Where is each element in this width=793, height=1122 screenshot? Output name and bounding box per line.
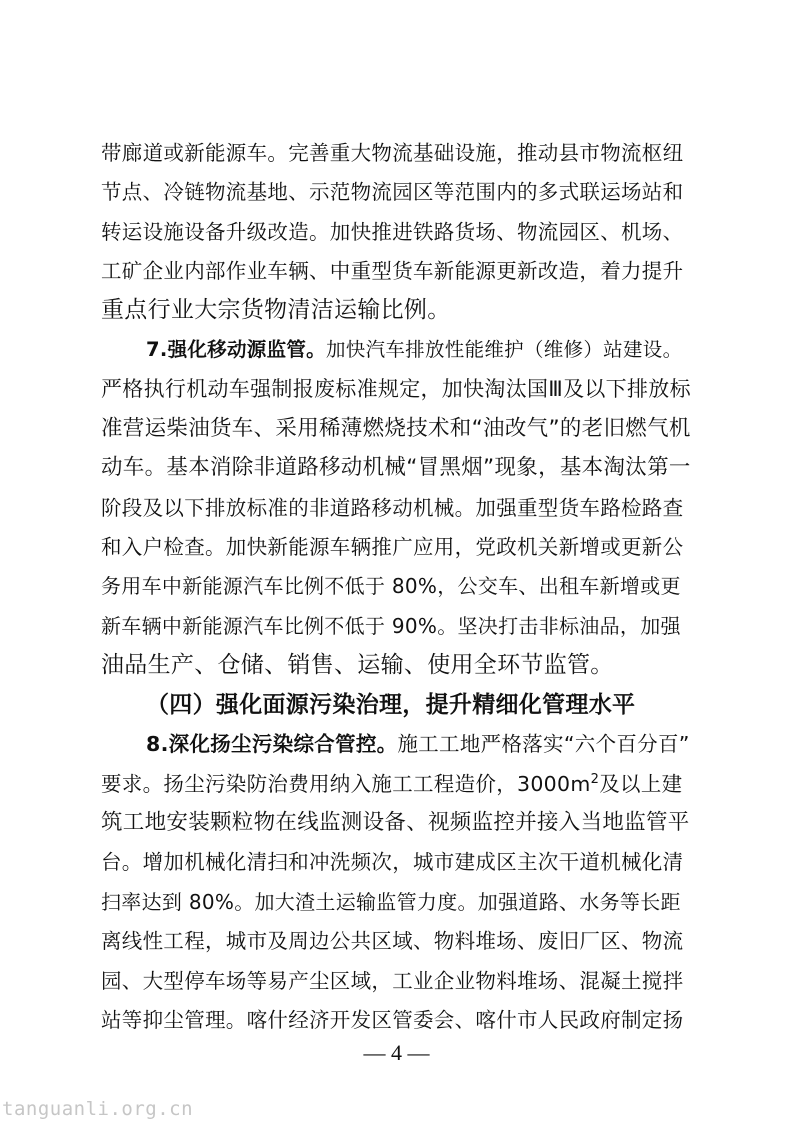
- body-text-line: 务用车中新能源汽车比例不低于 80%，公交车、出租车新增或更: [101, 574, 681, 598]
- body-text-line: 扫率达到 80%。加大渣土运输监管力度。加强道路、水务等长距: [101, 890, 681, 914]
- body-text-line: 园、大型停车场等易产尘区域，工业企业物料堆场、混凝土搅拌: [101, 969, 684, 993]
- body-text-line: 油品生产、仓储、销售、运输、使用全环节监管。: [101, 652, 614, 678]
- body-text-line: 新车辆中新能源汽车比例不低于 90%。坚决打击非标油品，加强: [101, 614, 681, 638]
- body-text-line: 站等抑尘管理。喀什经济开发区管委会、喀什市人民政府制定扬: [101, 1008, 684, 1032]
- body-text-line: 台。增加机械化清扫和冲洗频次，城市建成区主次干道机械化清: [101, 850, 684, 874]
- section-7-heading: 7.强化移动源监管。: [146, 338, 326, 361]
- body-text-segment: 要求。扬尘污染防治费用纳入施工工程造价，3000m: [101, 772, 591, 796]
- body-text-segment: 及以上建: [599, 772, 683, 796]
- section-4-heading: （四）强化面源污染治理，提升精细化管理水平: [146, 692, 636, 718]
- section-8-first-line: [146, 724, 693, 764]
- body-text-line: 离线性工程，城市及周边公共区域、物料堆场、废旧厂区、物流: [101, 929, 684, 953]
- section-8-heading: 8.深化扬尘污染综合管控。: [146, 732, 398, 756]
- body-text-line: 严格执行机动车强制报废标准规定，加快淘汰国Ⅲ及以下排放标: [101, 377, 691, 401]
- section-7-first-line: [146, 330, 693, 370]
- section-8-first-line-text: 施工工地严格落实“六个百分百”: [397, 732, 690, 756]
- body-text-line: 转运设施设备升级改造。加快推进铁路货场、物流园区、机场、: [101, 220, 684, 244]
- superscript: 2: [590, 772, 600, 787]
- body-text-line-with-superscript: [101, 764, 693, 804]
- body-text-line: 准营运柴油货车、采用稀薄燃烧技术和“油改气”的老旧燃气机: [101, 416, 691, 441]
- body-text-line: 和入户检查。加快新能源车辆推广应用，党政机关新增或更新公: [101, 535, 684, 559]
- body-text-line: 工矿企业内部作业车辆、中重型货车新能源更新改造，着力提升: [101, 259, 684, 283]
- body-text-line: 节点、冷链物流基地、示范物流园区等范围内的多式联运场站和: [101, 180, 684, 204]
- section-7-first-line-text: 加快汽车排放性能维护（维修）站建设。: [325, 338, 683, 361]
- body-text-line: 带廊道或新能源车。完善重大物流基础设施，推动县市物流枢纽: [101, 141, 684, 165]
- watermark: tanguanli.org.cn: [2, 1098, 194, 1120]
- body-text-line: 重点行业大宗货物清洁运输比例。: [101, 297, 451, 323]
- body-text-line: 阶段及以下排放标准的非道路移动机械。加强重型货车路检路查: [101, 496, 684, 520]
- body-text-line: 动车。基本消除非道路移动机械“冒黑烟”现象，基本淘汰第一: [101, 455, 691, 480]
- page-number: — 4 —: [363, 1040, 430, 1065]
- body-text-line: 筑工地安装颗粒物在线监测设备、视频监控并接入当地监管平: [101, 810, 690, 835]
